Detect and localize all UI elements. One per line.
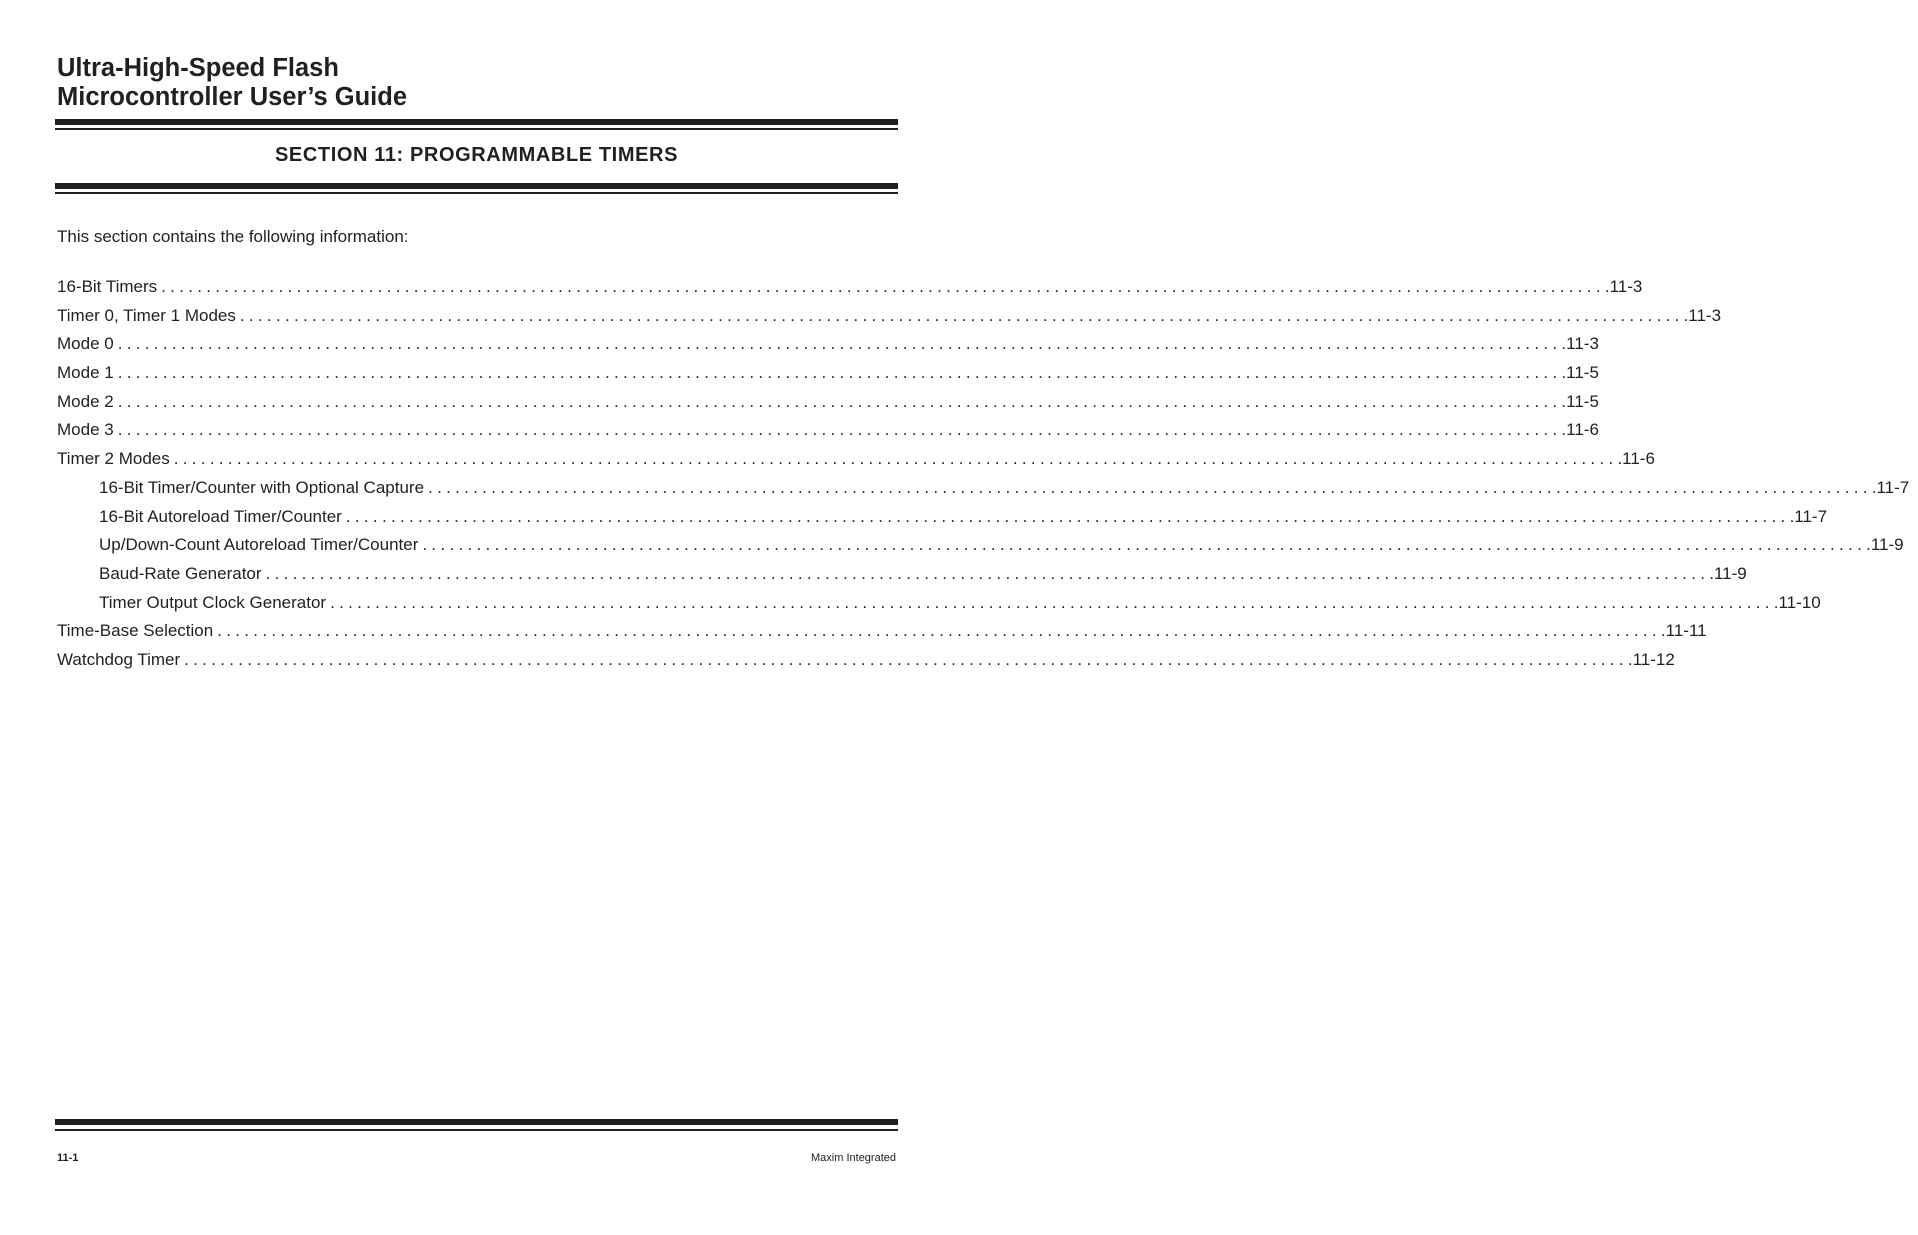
toc-entry[interactable] [57, 332, 1599, 361]
toc-entry-label: Time-Base Selection [57, 621, 214, 641]
toc-subentry[interactable] [57, 591, 1821, 620]
toc-entry-label: 16-Bit Timer/Counter with Optional Capture [99, 477, 425, 497]
toc-leader-dots: ................................................................................................................................................................ [345, 506, 1790, 526]
toc-entry-label: 16-Bit Timers [57, 277, 158, 296]
section-rule-thin [55, 192, 898, 194]
toc-leader-dots: ................................................................................................................................................................ [239, 305, 1684, 325]
toc-entry-label: Timer 0, Timer 1 Modes [57, 305, 236, 325]
toc-entry-label: Mode 3 [57, 420, 114, 440]
toc-subentry[interactable] [57, 562, 1747, 591]
toc-entry-label: Timer Output Clock Generator [99, 592, 327, 612]
toc-subentry[interactable] [57, 476, 1910, 505]
footer-company-name: Maxim Integrated [811, 1152, 896, 1164]
toc-entry-label: Up/Down-Count Autoreload Timer/Counter [99, 535, 419, 555]
toc-entry-page: .11-5 [1561, 391, 1599, 411]
toc-leader-dots: ................................................................................................................................................................ [265, 563, 1710, 583]
toc-leader-dots: ................................................................................................................................................................ [161, 277, 1605, 296]
toc-entry-page: .11-3 [1604, 277, 1643, 296]
header-rule-thick [55, 119, 898, 125]
toc-entry-label: Mode 2 [57, 391, 114, 411]
toc-entry-page: .11-6 [1561, 420, 1599, 440]
table-of-contents [57, 275, 1910, 677]
toc-entry-page: .11-7 [1789, 506, 1828, 526]
toc-entry-page: .11-10 [1773, 592, 1821, 612]
document-title [57, 54, 407, 112]
toc-leader-dots: ................................................................................................................................................................ [184, 649, 1628, 669]
toc-entry[interactable] [57, 304, 1722, 333]
toc-entry-label: Mode 1 [57, 363, 114, 383]
footer-rule-thick [55, 1119, 898, 1125]
toc-subentry[interactable] [57, 533, 1904, 562]
toc-subentry[interactable] [57, 505, 1828, 534]
toc-entry[interactable] [57, 361, 1599, 390]
toc-entry-page: .11-9 [1866, 535, 1904, 555]
document-title-line1: Ultra-High-Speed Flash [57, 54, 339, 82]
toc-entry-page: .11-7 [1871, 477, 1910, 497]
toc-entry-page: .11-12 [1627, 649, 1675, 669]
toc-leader-dots: ................................................................................................................................................................ [117, 363, 1562, 383]
toc-entry[interactable] [57, 648, 1675, 677]
toc-entry[interactable] [57, 390, 1599, 419]
intro-text: This section contains the following information: [57, 227, 409, 246]
toc-leader-dots: ................................................................................................................................................................ [330, 592, 1774, 612]
footer-page-number: 11-1 [57, 1152, 79, 1164]
toc-entry-page: .11-9 [1709, 563, 1747, 583]
toc-entry-page: .11-11 [1660, 621, 1707, 641]
document-title-line2: Microcontroller User’s Guide [57, 83, 408, 111]
toc-entry[interactable] [57, 418, 1599, 447]
section-heading: SECTION 11: PROGRAMMABLE TIMERS [274, 144, 679, 166]
toc-entry-page: .11-5 [1561, 363, 1599, 383]
toc-leader-dots: ................................................................................................................................................................ [117, 334, 1562, 354]
toc-entry[interactable] [57, 275, 1643, 304]
toc-entry-label: 16-Bit Autoreload Timer/Counter [99, 506, 342, 526]
toc-entry-page: .11-3 [1683, 305, 1722, 325]
toc-leader-dots: ................................................................................................................................................................ [117, 420, 1562, 440]
toc-entry[interactable] [57, 619, 1707, 648]
toc-entry-label: Timer 2 Modes [57, 449, 170, 469]
toc-leader-dots: ................................................................................................................................................................ [117, 391, 1562, 411]
toc-leader-dots: ................................................................................................................................................................ [422, 535, 1867, 555]
toc-leader-dots: ................................................................................................................................................................ [173, 449, 1618, 469]
toc-leader-dots: ................................................................................................................................................................ [428, 477, 1872, 497]
section-rule-thick [55, 183, 898, 189]
toc-entry-page: .11-6 [1617, 449, 1655, 469]
toc-entry-page: .11-3 [1561, 334, 1599, 354]
toc-entry-label: Baud-Rate Generator [99, 563, 262, 583]
footer-rule-thin [55, 1129, 898, 1131]
toc-leader-dots: ................................................................................................................................................................ [217, 621, 1661, 641]
header-rule-thin [55, 128, 898, 130]
toc-entry-label: Mode 0 [57, 334, 114, 354]
toc-entry[interactable] [57, 447, 1655, 476]
toc-entry-label: Watchdog Timer [57, 649, 181, 669]
